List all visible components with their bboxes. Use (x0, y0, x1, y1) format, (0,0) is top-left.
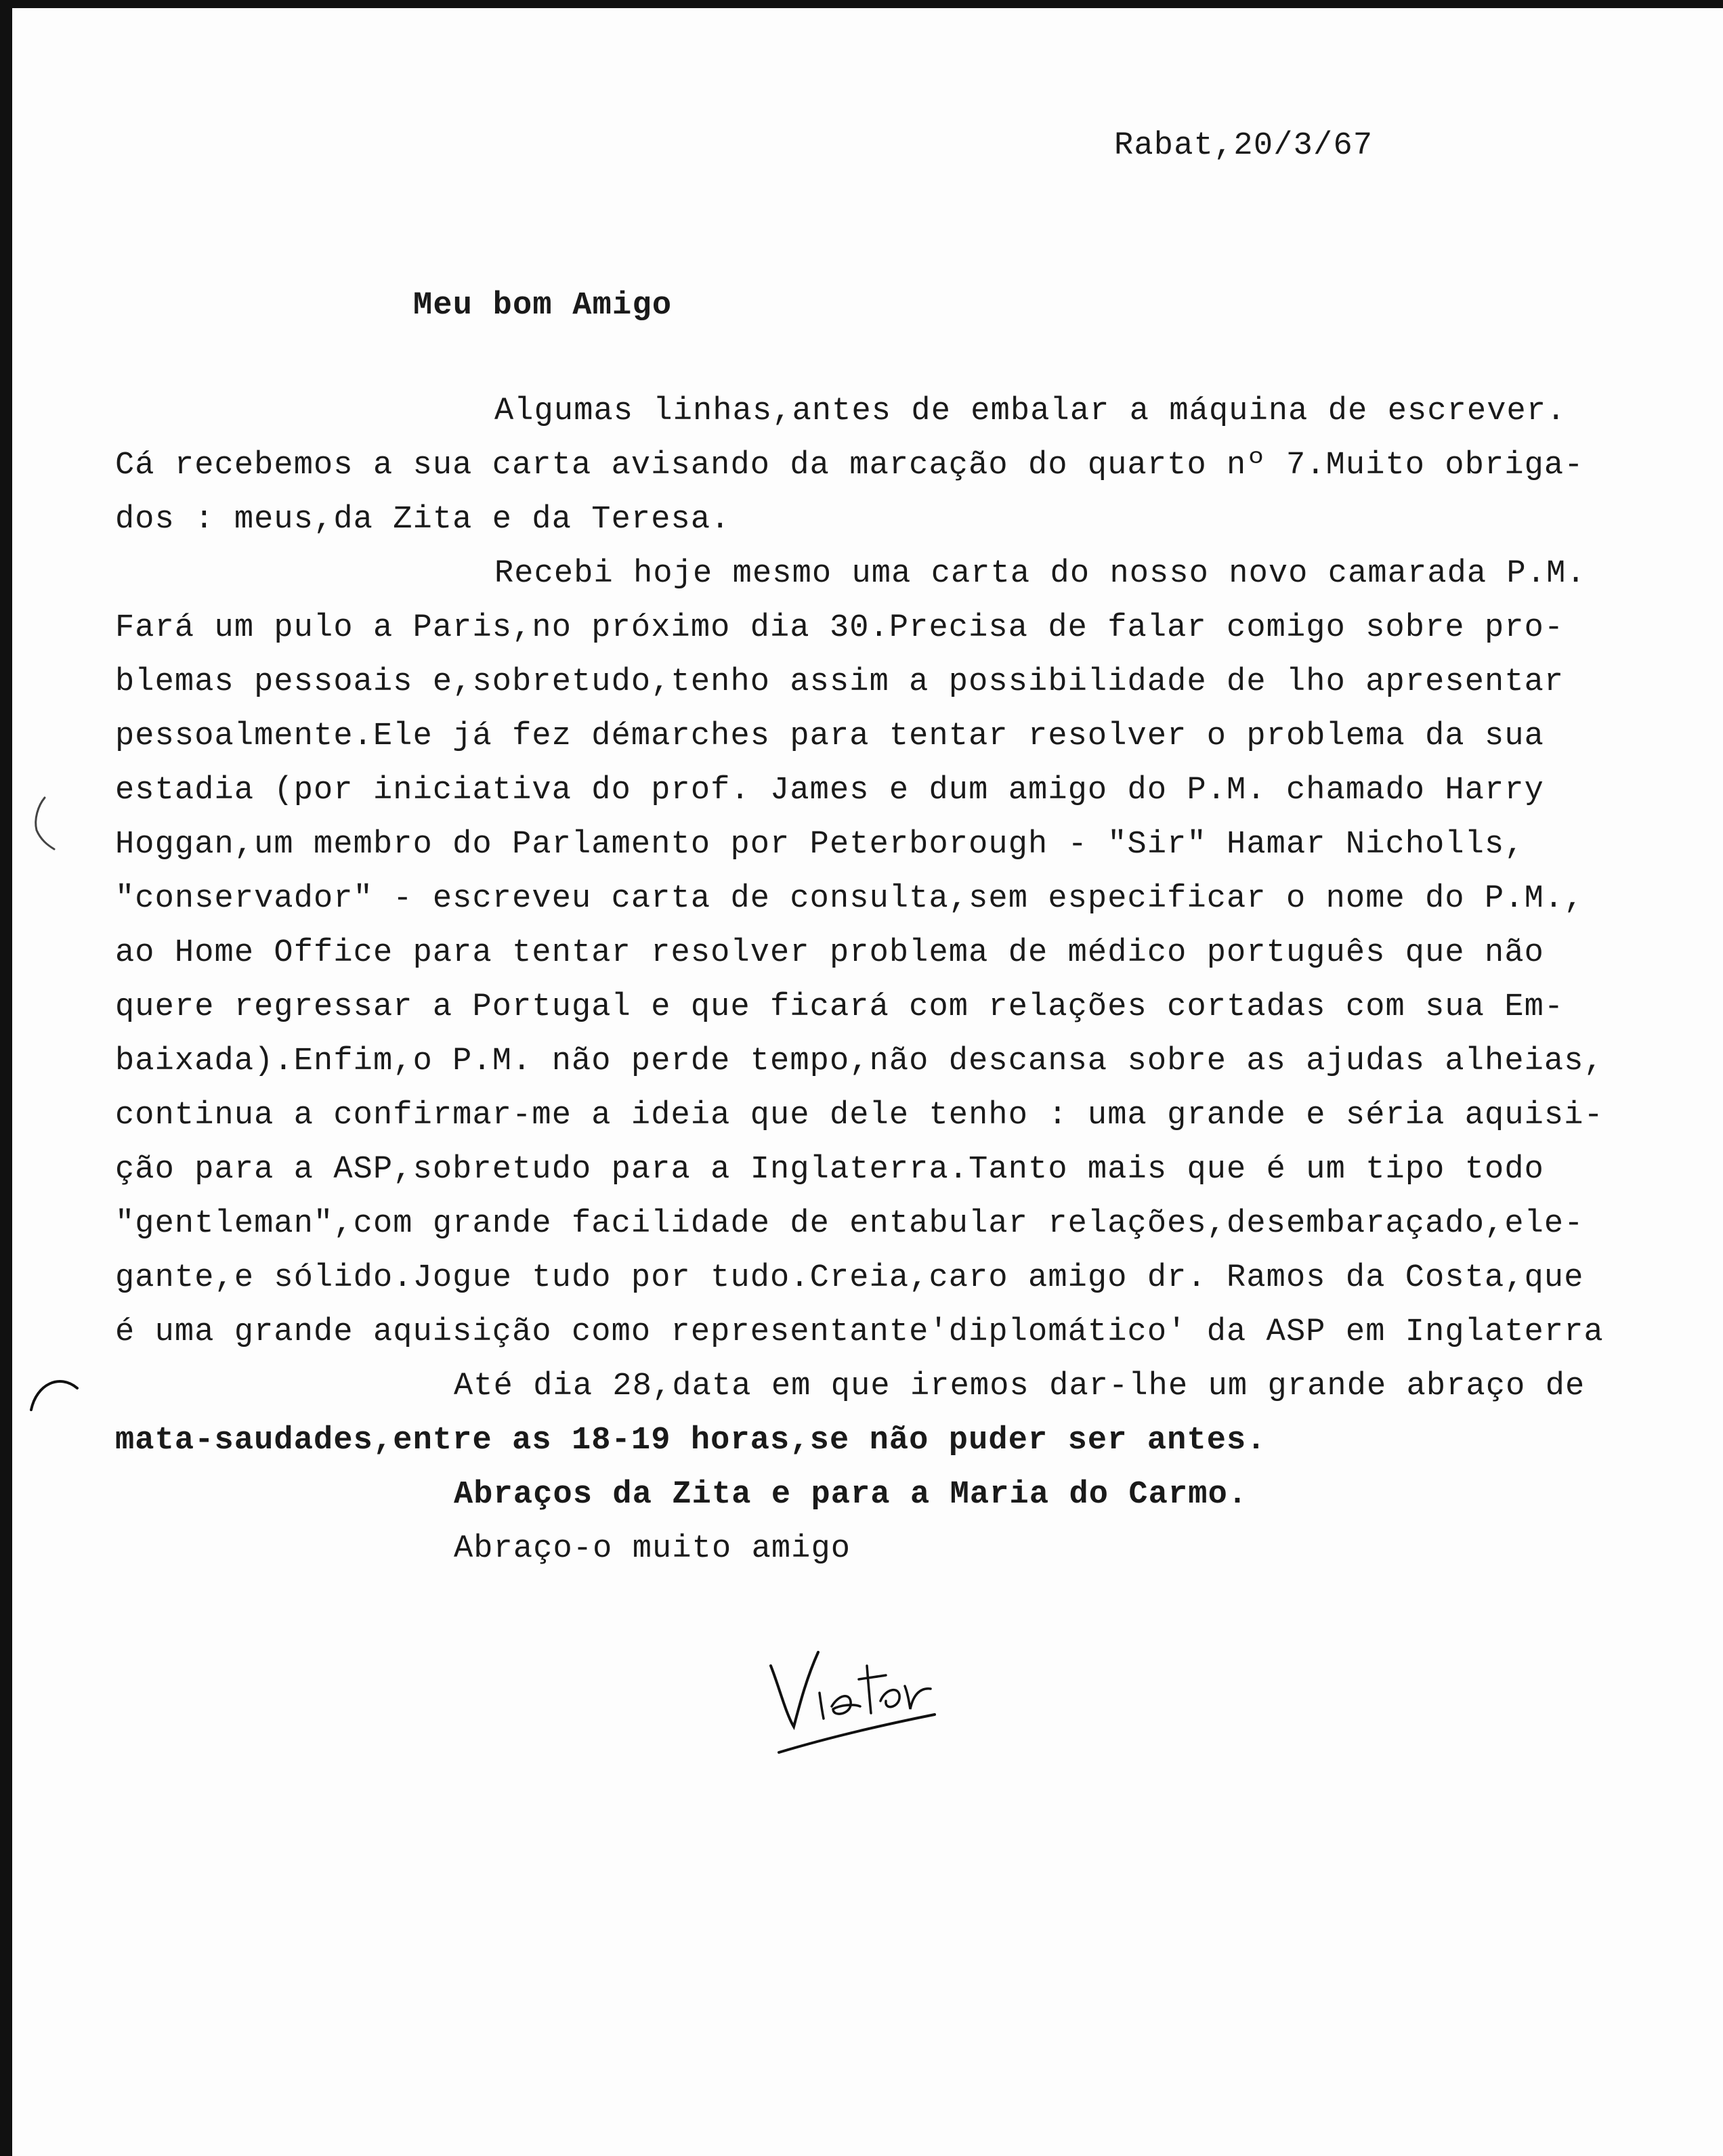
body-line: Cá recebemos a sua carta avisando da marcação do quarto nº 7.Muito obriga- (115, 448, 1584, 483)
body-line: mata-saudades,entre as 18-19 horas,se não puder ser antes. (115, 1423, 1267, 1459)
margin-arc-mark (27, 1368, 81, 1415)
body-line: quere regressar a Portugal e que ficará com relações cortadas com sua Em- (115, 989, 1565, 1025)
scan-border-top (0, 0, 1723, 8)
body-line: Hoggan,um membro do Parlamento por Peterborough - "Sir" Hamar Nicholls, (115, 827, 1525, 863)
body-line: Até dia 28,data em que iremos dar-lhe um grande abraço de (454, 1368, 1586, 1404)
body-line: ção para a ASP,sobretudo para a Inglaterra.Tanto mais que é um tipo todo (115, 1152, 1544, 1188)
closing-line: Abraços da Zita e para a Maria do Carmo. (454, 1477, 1248, 1513)
body-line: Fará um pulo a Paris,no próximo dia 30.Precisa de falar comigo sobre pro- (115, 610, 1565, 646)
closing-line: Abraço-o muito amigo (454, 1531, 851, 1567)
letter-greeting: Meu bom Amigo (413, 288, 673, 324)
letter-body (115, 393, 1625, 1584)
body-line: é uma grande aquisição como representante'diplomático' da ASP em Inglaterra (115, 1314, 1604, 1350)
body-line: gante,e sólido.Jogue tudo por tudo.Creia,caro amigo dr. Ramos da Costa,que (115, 1260, 1584, 1296)
body-line: "conservador" - escreveu carta de consulta,sem especificar o nome do P.M., (115, 881, 1584, 917)
body-line: ao Home Office para tentar resolver problema de médico português que não (115, 935, 1544, 971)
margin-tick-mark (24, 792, 58, 853)
letter-date: Rabat,20/3/67 (1114, 128, 1374, 164)
handwritten-signature (765, 1625, 941, 1761)
body-line: continua a confirmar-me a ideia que dele tenho : uma grande e séria aquisi- (115, 1098, 1604, 1134)
body-line: Recebi hoje mesmo uma carta do nosso novo camarada P.M. (494, 556, 1586, 592)
body-line: Algumas linhas,antes de embalar a máquina de escrever. (494, 393, 1567, 429)
scan-border-left (0, 0, 12, 2156)
body-line: blemas pessoais e,sobretudo,tenho assim a possibilidade de lho apresentar (115, 664, 1565, 700)
body-line: baixada).Enfim,o P.M. não perde tempo,não descansa sobre as ajudas alheias, (115, 1043, 1604, 1079)
body-line: "gentleman",com grande facilidade de entabular relações,desembaraçado,ele- (115, 1206, 1584, 1242)
body-line: dos : meus,da Zita e da Teresa. (115, 502, 731, 538)
body-line: estadia (por iniciativa do prof. James e dum amigo do P.M. chamado Harry (115, 773, 1544, 808)
body-line: pessoalmente.Ele já fez démarches para tentar resolver o problema da sua (115, 718, 1544, 754)
